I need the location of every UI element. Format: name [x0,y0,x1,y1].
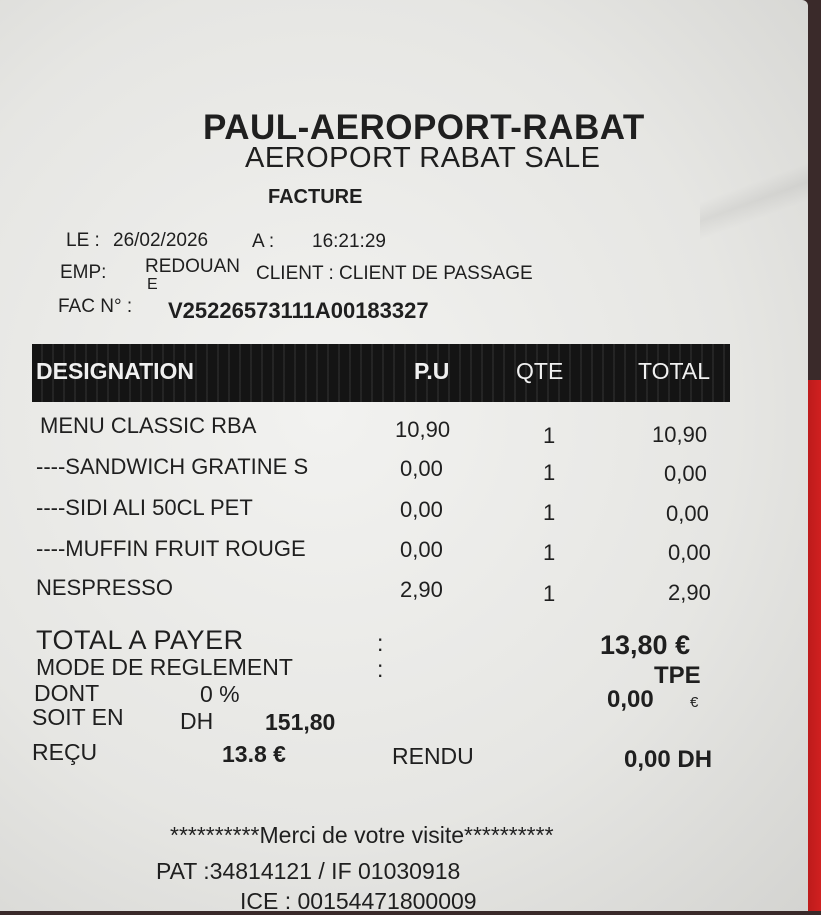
ice-line: ICE : 00154471800009 [240,888,477,914]
document-type: FACTURE [268,186,363,208]
received-label: REÇU [32,739,98,765]
payment-mode-colon: : [377,656,384,682]
table-row-total: 2,90 [668,580,711,605]
store-location: AEROPORT RABAT SALE [245,142,601,174]
dont-label: DONT [34,680,100,706]
employee-label: EMP: [60,262,107,283]
total-value: 13,80 € [600,630,691,660]
invoice-number: V25226573111A00183327 [168,298,429,323]
table-row-qte: 1 [543,540,556,565]
column-header-qte: QTE [516,358,564,384]
table-row-pu: 0,00 [400,456,443,481]
time-value: 16:21:29 [312,231,386,252]
date-label: LE : [66,230,100,251]
change-value: 0,00 DH [624,746,713,773]
tax-ids-line: PAT :34814121 / IF 01030918 [156,858,461,884]
dont-value: 0,00 [607,686,654,713]
table-row-pu: 10,90 [395,417,451,442]
table-row-total: 0,00 [668,540,711,565]
table-row-designation: ----MUFFIN FRUIT ROUGE [36,536,306,561]
table-row-qte: 1 [543,423,556,448]
soit-en-currency: DH [180,708,214,734]
column-header-designation: DESIGNATION [36,358,195,384]
table-row-qte: 1 [543,500,556,525]
table-row-total: 10,90 [652,422,708,447]
soit-en-value: 151,80 [265,709,336,735]
dont-currency: € [690,694,699,711]
store-name: PAUL-AEROPORT-RABAT [203,108,645,147]
date-value: 26/02/2026 [113,230,209,251]
column-header-pu: P.U [414,358,450,384]
payment-mode-value: TPE [654,662,701,689]
received-value: 13.8 € [222,741,286,767]
table-row-designation: ----SIDI ALI 50CL PET [36,495,253,520]
thank-you-message: **********Merci de votre visite********** [170,822,554,848]
total-colon: : [377,630,384,656]
table-row-pu: 2,90 [400,577,443,602]
employee-name: REDOUAN [145,256,241,277]
payment-mode-label: MODE DE REGLEMENT [36,654,293,680]
paper-fold [700,150,808,240]
table-row-pu: 0,00 [400,537,443,562]
time-label: A : [252,231,275,252]
table-row-designation: MENU CLASSIC RBA [40,413,257,438]
table-row-qte: 1 [543,581,556,606]
invoice-number-label: FAC N° : [58,296,133,317]
table-row-designation: ----SANDWICH GRATINE S [36,454,309,479]
soit-en-label: SOIT EN [32,704,124,730]
table-row-qte: 1 [543,460,556,485]
table-row-pu: 0,00 [400,497,443,522]
change-label: RENDU [392,743,474,769]
table-row-total: 0,00 [666,501,709,526]
table-row-total: 0,00 [664,461,707,486]
client-line: CLIENT : CLIENT DE PASSAGE [256,263,533,284]
table-row-designation: NESPRESSO [36,575,173,600]
dont-percent: 0 % [200,681,240,707]
column-header-total: TOTAL [638,358,710,384]
employee-name-wrap: E [147,276,158,293]
total-label: TOTAL A PAYER [36,625,244,655]
